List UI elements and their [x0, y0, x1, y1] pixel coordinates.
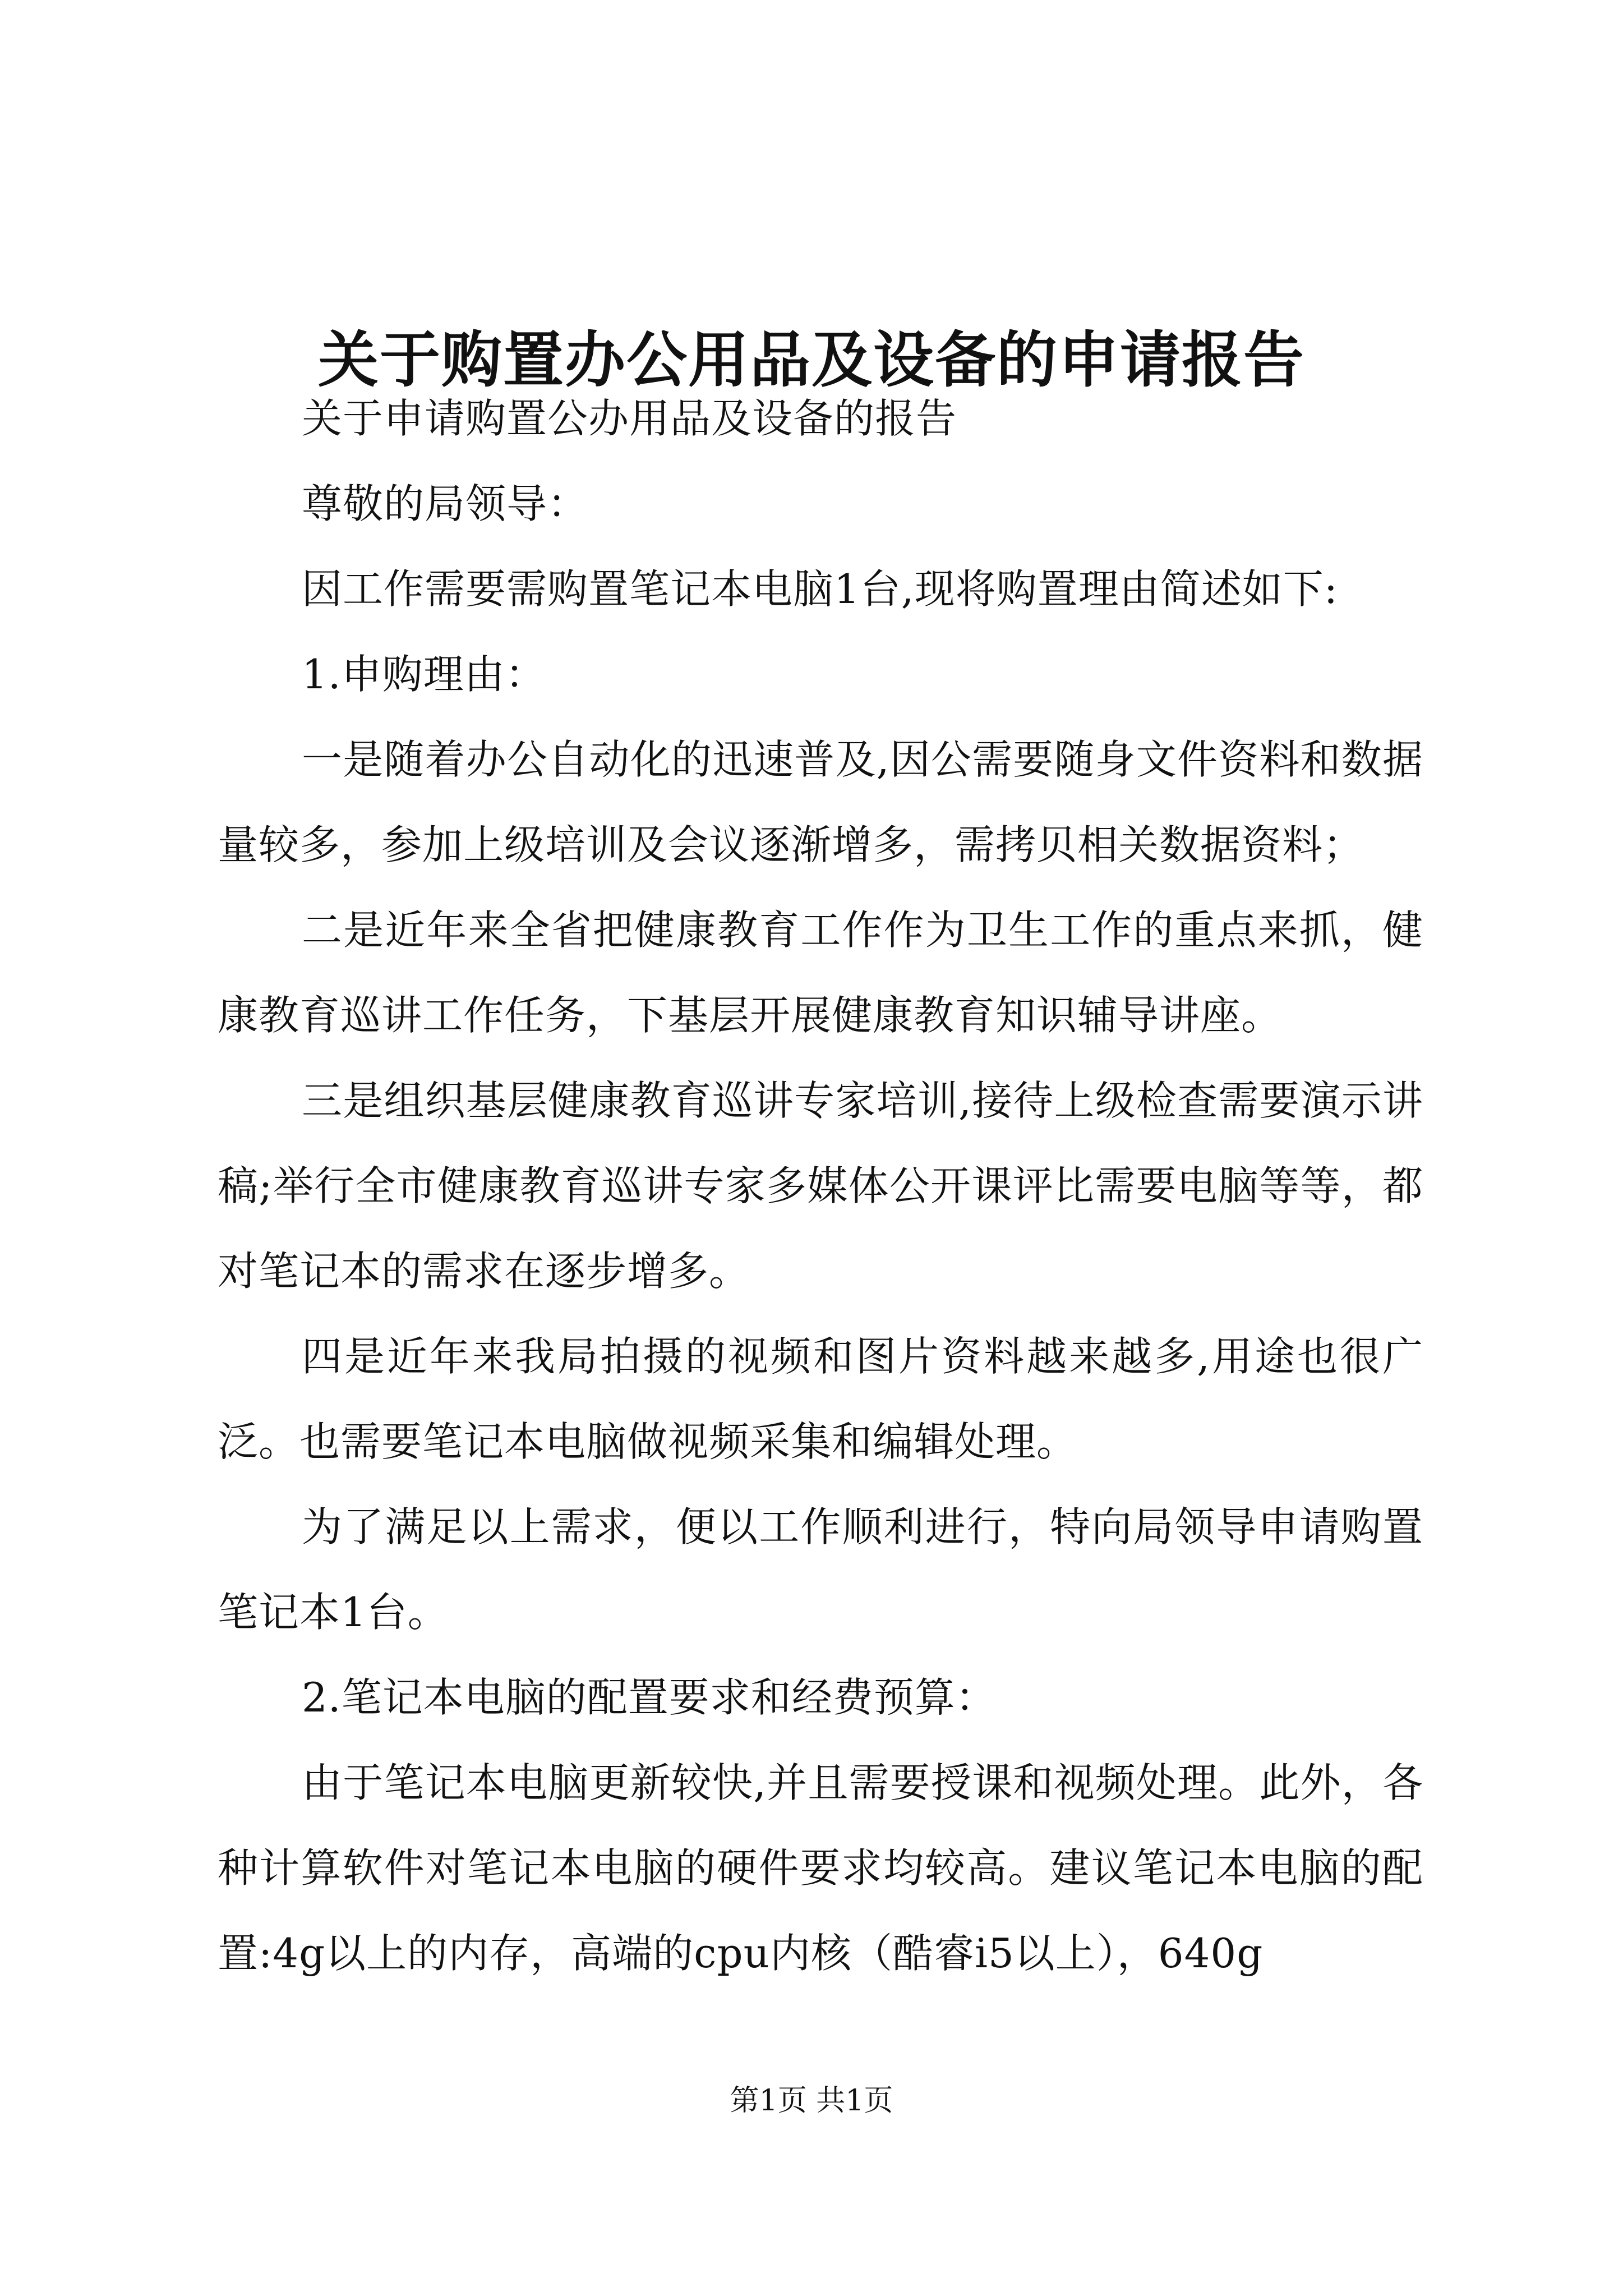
page-footer: 第1页 共1页 [730, 2084, 893, 2118]
reason-paragraph-4: 四是近年来我局拍摄的视频和图片资料越来越多,用途也很广泛。也需要笔记本电脑做视频采集和编辑处理。 [218, 1333, 1423, 1465]
request-paragraph: 为了满足以上需求，便以工作顺利进行，特向局领导申请购置笔记本1台。 [218, 1503, 1423, 1636]
intro-paragraph: 因工作需要需购置笔记本电脑1台,现将购置理由简述如下: [302, 565, 1338, 613]
page-title: 关于购置办公用品及设备的申请报告 [317, 325, 1305, 396]
subtitle-line: 关于申请购置公办用品及设备的报告 [302, 395, 957, 442]
salutation: 尊敬的局领导： [302, 480, 589, 527]
config-paragraph: 由于笔记本电脑更新较快,并且需要授课和视频处理。此外，各种计算软件对笔记本电脑的硬件要求均较高。建议笔记本电脑的配置:4g以上的内存，高端的cpu内核（酷睿i5以上），640g [218, 1759, 1423, 1977]
reason-paragraph-2: 二是近年来全省把健康教育工作作为卫生工作的重点来抓，健康教育巡讲工作任务，下基层开展健康教育知识辅导讲座。 [218, 907, 1423, 1039]
section-heading-config: 2.笔记本电脑的配置要求和经费预算： [302, 1674, 997, 1721]
reason-paragraph-3: 三是组织基层健康教育巡讲专家培训,接待上级检查需要演示讲稿;举行全市健康教育巡讲专家多媒体公开课评比需要电脑等等，都对笔记本的需求在逐步增多。 [218, 1077, 1423, 1295]
document-body [218, 376, 1423, 1996]
reason-paragraph-1: 一是随着办公自动化的迅速普及,因公需要随身文件资料和数据量较多，参加上级培训及会议逐渐增多，需拷贝相关数据资料； [218, 736, 1423, 868]
section-heading-reasons: 1.申购理由： [302, 651, 546, 698]
